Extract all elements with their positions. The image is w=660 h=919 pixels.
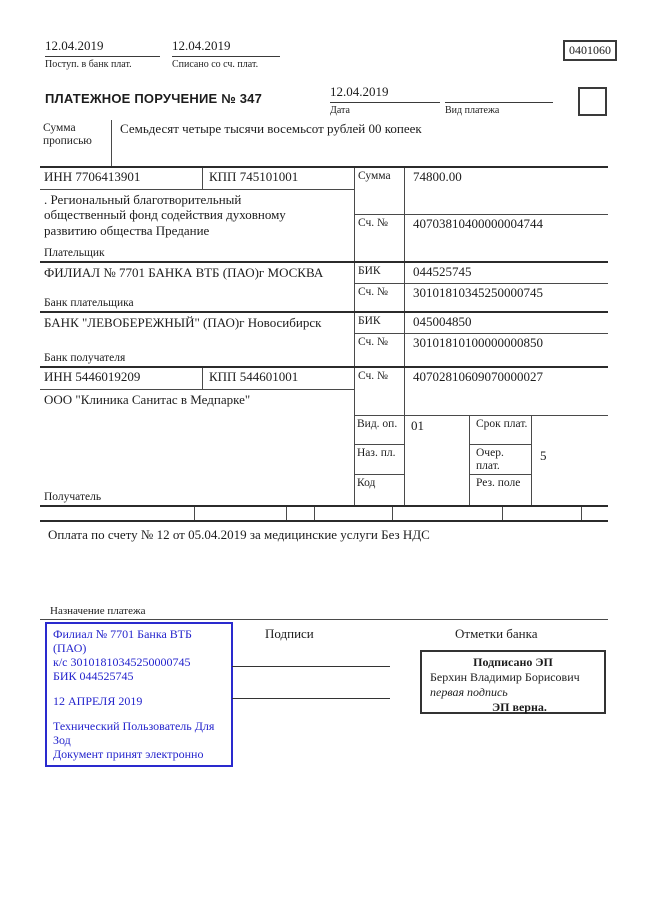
bank-marks-heading: Отметки банка [455, 626, 538, 641]
debited-date-label: Списано со сч. плат. [172, 59, 259, 70]
payee-bank-account-value: 30101810100000000850 [413, 335, 543, 350]
stamp-line: БИК 044525745 [53, 669, 134, 683]
payment-kind-label: Вид платежа [445, 105, 500, 116]
received-date-label: Поступ. в банк плат. [45, 59, 132, 70]
payer-kpp: КПП 745101001 [209, 169, 299, 184]
stamp-line: к/с 30101810345250000745 [53, 655, 191, 669]
stamp-line: Документ принят электронно [53, 747, 204, 761]
payer-bank-account-label: Сч. № [355, 284, 405, 311]
tax-field-cell [582, 507, 608, 520]
amount-words-label: Сумма прописью [40, 120, 112, 166]
tax-field-cell [503, 507, 582, 520]
amount-label: Сумма [355, 168, 405, 214]
document-title: ПЛАТЕЖНОЕ ПОРУЧЕНИЕ № 347 [45, 91, 263, 106]
purpose-code-label: Наз. пл. [355, 445, 404, 475]
payer-section-label: Плательщик [44, 247, 105, 259]
payment-form-table [40, 120, 608, 522]
tax-field-cell [195, 507, 287, 520]
payer-block [40, 168, 608, 263]
tax-field-cell [393, 507, 503, 520]
payee-bank-block [40, 313, 608, 368]
payee-section-label: Получатель [44, 491, 102, 503]
payer-account-value: 40703810400000004744 [413, 216, 543, 231]
esign-title: Подписано ЭП [473, 655, 553, 669]
amount-words-row [40, 120, 608, 168]
footer [40, 622, 620, 762]
purpose-label-block [40, 598, 608, 620]
stamp-line: 12 АПРЕЛЯ 2019 [53, 694, 143, 708]
amount-words-value: Семьдесят четыре тысячи восемьсот рублей 00 копеек [120, 121, 422, 136]
stamp-line: Технический Пользователь Для [53, 719, 215, 733]
term-label: Срок плат. [470, 416, 531, 445]
esign-box [420, 650, 606, 714]
received-date-value: 12.04.2019 [45, 38, 160, 57]
op-kind-label: Вид. оп. [355, 416, 404, 445]
order-value: 5 [540, 448, 547, 463]
purpose-label: Назначение платежа [50, 605, 146, 617]
payee-bank-account-label: Сч. № [355, 334, 405, 366]
payment-kind-box [578, 87, 607, 116]
esign-type: первая подпись [430, 685, 508, 699]
signature-line-1 [232, 666, 390, 667]
payment-kind-field [445, 84, 553, 103]
payee-bank-bik-value: 045004850 [413, 314, 472, 329]
code-label: Код [357, 477, 376, 489]
tax-field-cell [40, 507, 195, 520]
document-date-label: Дата [330, 105, 350, 116]
payee-bank-section-label: Банк получателя [44, 352, 126, 364]
payer-bank-block [40, 263, 608, 313]
debited-date-value: 12.04.2019 [172, 38, 280, 57]
esign-signer: Берхин Владимир Борисович [430, 670, 580, 684]
payee-account-label: Сч. № [355, 368, 405, 415]
payer-bank-bik-label: БИК [355, 263, 405, 283]
signatures-heading: Подписи [265, 626, 314, 641]
payee-kpp: КПП 544601001 [209, 369, 299, 384]
signature-line-2 [232, 698, 390, 699]
purpose-text: Оплата по счету № 12 от 05.04.2019 за медицинские услуги Без НДС [48, 527, 430, 542]
stamp-line: Зод [53, 733, 71, 747]
payee-bank-name: БАНК "ЛЕВОБЕРЕЖНЫЙ" (ПАО)г Новосибирск [44, 315, 322, 330]
payer-bank-name: ФИЛИАЛ № 7701 БАНКА ВТБ (ПАО)г МОСКВА [44, 265, 324, 280]
payer-inn: ИНН 7706413901 [40, 168, 203, 189]
payee-name: ООО "Клиника Санитас в Медпарке" [44, 392, 251, 407]
amount-value: 74800.00 [413, 169, 462, 184]
stamp-gap [53, 683, 225, 694]
payer-bank-section-label: Банк плательщика [44, 297, 134, 309]
payee-block [40, 368, 608, 507]
payer-bank-bik-value: 044525745 [413, 264, 472, 279]
tax-fields-row [40, 507, 608, 522]
bank-stamp [45, 622, 233, 767]
esign-verified: ЭП верна. [492, 700, 547, 714]
payee-inn: ИНН 5446019209 [40, 368, 203, 389]
order-label: Очер. плат. [470, 445, 531, 475]
form-code-box: 0401060 [563, 40, 617, 61]
reserve-label: Рез. поле [476, 477, 521, 489]
operation-grid [355, 416, 608, 505]
payer-account-label: Сч. № [355, 215, 405, 261]
payee-account-value: 40702810609070000027 [413, 369, 543, 384]
op-kind-value: 01 [405, 416, 470, 505]
payer-name: . Региональный благотворительный общественный фонд содействия духовному развитию общества Предание [44, 192, 286, 238]
payer-bank-account-value: 30101810345250000745 [413, 285, 543, 300]
payee-bank-bik-label: БИК [355, 313, 405, 333]
stamp-line: Филиал № 7701 Банка ВТБ (ПАО) [53, 627, 192, 655]
stamp-gap [53, 708, 225, 719]
tax-field-cell [315, 507, 393, 520]
tax-field-cell [287, 507, 315, 520]
document-date-value: 12.04.2019 [330, 84, 440, 103]
